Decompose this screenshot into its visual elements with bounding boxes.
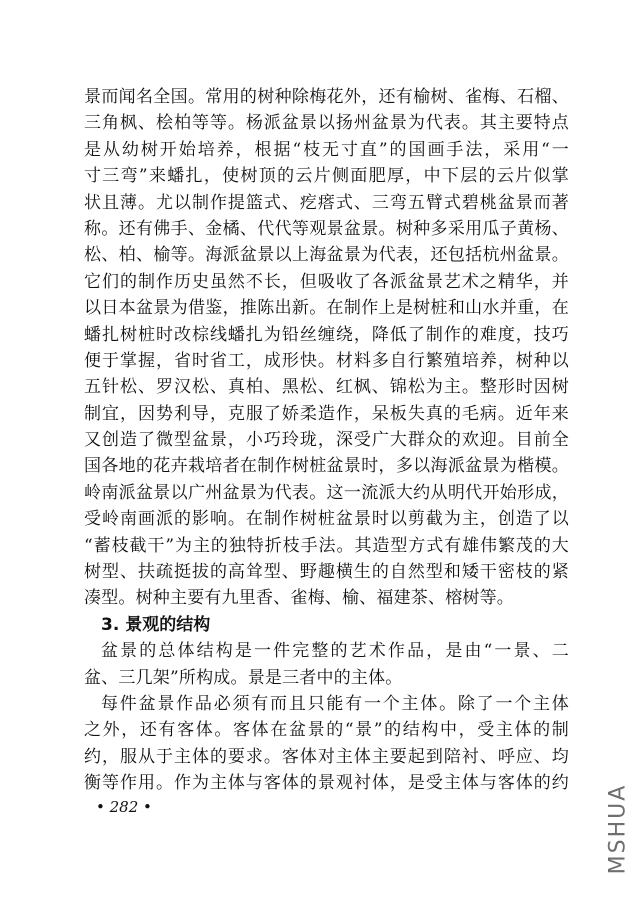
- body-line: 寸三弯”来蟠扎，使树顶的云片侧面肥厚，中下层的云片似掌: [84, 166, 569, 187]
- watermark: [605, 769, 631, 889]
- body-line: “蓄枝截干”为主的独特折枝手法。其造型方式有雄伟繁茂的大: [84, 535, 569, 556]
- body-line: 岭南派盆景以广州盆景为代表。这一流派大约从明代开始形成，: [84, 482, 569, 503]
- body-line: 五针松、罗汉松、真柏、黑松、红枫、锦松为主。整形时因树: [84, 377, 569, 398]
- body-line: 它们的制作历史虽然不长，但吸收了各派盆景艺术之精华，并: [84, 271, 569, 292]
- body-line: 是从幼树开始培养，根据“枝无寸直”的国画手法，采用“一: [84, 139, 569, 160]
- body-line: 树型、扶疏挺拔的高耸型、野趣横生的自然型和矮干密枝的紧: [84, 562, 569, 583]
- body-line: 受岭南画派的影响。在制作树桩盆景时以剪截为主，创造了以: [84, 509, 569, 530]
- body-line: 制宜，因势利导，克服了娇柔造作，呆板失真的毛病。近年来: [84, 403, 569, 424]
- watermark-text: MSHUA: [605, 783, 631, 875]
- body-line: 便于掌握，省时省工，成形快。材料多自行繁殖培养，树种以: [84, 350, 569, 371]
- body-line: 蟠扎树桩时改棕线蟠扎为铅丝缠绕，降低了制作的难度，技巧: [84, 324, 569, 345]
- body-line: 状且薄。尤以制作提篮式、疙瘩式、三弯五臂式碧桃盆景而著: [84, 192, 569, 213]
- section-heading: 3. 景观的结构: [101, 614, 211, 635]
- body-line: 以日本盆景为借鉴，推陈出新。在制作上是树桩和山水并重，在: [84, 298, 569, 319]
- body-line: 国各地的花卉栽培者在制作树桩盆景时，多以海派盆景为楷模。: [84, 456, 569, 477]
- paragraph-line: 之外，还有客体。客体在盆景的“景”的结构中，受主体的制: [84, 720, 569, 741]
- paragraph-line: 盆景的总体结构是一件完整的艺术作品，是由“一景、二: [101, 641, 569, 662]
- body-line: 松、柏、榆等。海派盆景以上海盆景为代表，还包括杭州盆景。: [84, 245, 569, 266]
- body-line: 景而闻名全国。常用的树种除梅花外，还有榆树、雀梅、石榴、: [84, 87, 569, 107]
- page-text: [84, 84, 569, 797]
- paragraph-line: 约，服从于主体的要求。客体对主体主要起到陪衬、呼应、均: [84, 746, 569, 767]
- body-line: 三角枫、桧柏等等。杨派盆景以扬州盆景为代表。其主要特点: [84, 113, 569, 134]
- body-line: 又创造了微型盆景，小巧玲珑，深受广大群众的欢迎。目前全: [84, 430, 569, 451]
- page-number: • 282 •: [96, 798, 152, 816]
- paragraph-line: 盆、三几架”所构成。景是三者中的主体。: [84, 667, 403, 688]
- body-line: 称。还有佛手、金橘、代代等观景盆景。树种多采用瓜子黄杨、: [84, 218, 569, 239]
- paragraph-line: 每件盆景作品必须有而且只能有一个主体。除了一个主体: [101, 693, 569, 714]
- paragraph-line: 衡等作用。作为主体与客体的景观衬体，是受主体与客体的约: [84, 773, 569, 794]
- body-line: 凑型。树种主要有九里香、雀梅、榆、福建茶、榕树等。: [84, 588, 514, 609]
